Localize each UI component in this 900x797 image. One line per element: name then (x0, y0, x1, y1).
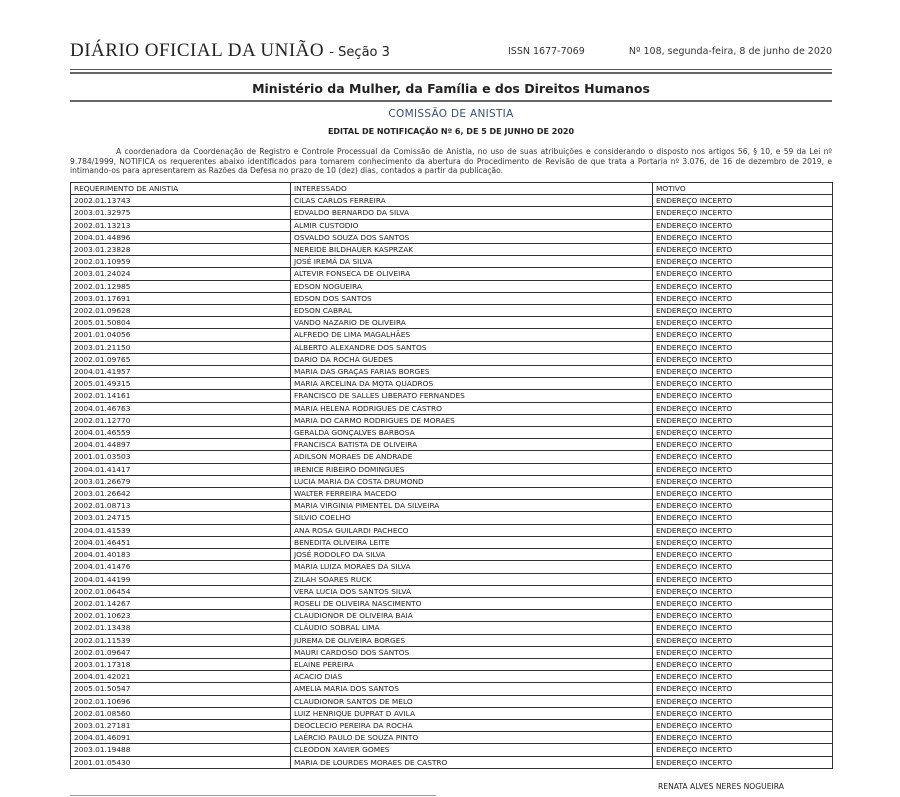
cell-requerimento: 2005.01.50547 (71, 683, 291, 695)
table-row (71, 597, 833, 609)
cell-requerimento: 2004.01.41476 (71, 561, 291, 573)
cell-requerimento: 2002.01.13438 (71, 622, 291, 634)
cell-interessado: JOSÉ RODOLFO DA SILVA (291, 549, 653, 561)
cell-motivo: ENDEREÇO INCERTO (653, 512, 833, 524)
cell-requerimento: 2003.01.32975 (71, 207, 291, 219)
publication-section: - Seção 3 (329, 45, 390, 60)
issn: ISSN 1677-7069 (508, 46, 585, 57)
table-row (71, 719, 833, 731)
table-row (71, 439, 833, 451)
table-row (71, 524, 833, 536)
cell-motivo: ENDEREÇO INCERTO (653, 561, 833, 573)
cell-requerimento: 2004.01.46091 (71, 732, 291, 744)
cell-interessado: CLÁUDIO SOBRAL LIMA (291, 622, 653, 634)
cell-motivo: ENDEREÇO INCERTO (653, 231, 833, 243)
cell-motivo: ENDEREÇO INCERTO (653, 256, 833, 268)
cell-interessado: SILVIO COELHO (291, 512, 653, 524)
column-header-requerimento: REQUERIMENTO DE ANISTIA (71, 183, 291, 195)
cell-motivo: ENDEREÇO INCERTO (653, 280, 833, 292)
cell-interessado: IRENICE RIBEIRO DOMINGUES (291, 463, 653, 475)
cell-motivo: ENDEREÇO INCERTO (653, 573, 833, 585)
table-row (71, 512, 833, 524)
table-row (71, 414, 833, 426)
cell-motivo: ENDEREÇO INCERTO (653, 488, 833, 500)
table-row (71, 427, 833, 439)
publication-name: DIÁRIO OFICIAL DA UNIÃO (70, 40, 325, 61)
cell-interessado: MARIA ARCELINA DA MOTA QUADROS (291, 378, 653, 390)
table-row (71, 244, 833, 256)
cell-requerimento: 2002.01.10959 (71, 256, 291, 268)
cell-motivo: ENDEREÇO INCERTO (653, 585, 833, 597)
cell-requerimento: 2002.01.10623 (71, 610, 291, 622)
cell-interessado: MARIA VIRGINIA PIMENTEL DA SILVEIRA (291, 500, 653, 512)
cell-interessado: FRANCISCA BATISTA DE OLIVEIRA (291, 439, 653, 451)
intro-paragraph: A coordenadora da Coordenação de Registro e Controle Processual da Comissão de Anistia, no uso de suas atribuições e considerando o disposto nos artigos 56, § 10, e 59 da Lei nº 9.784/1999, NOTIFICA os requerentes abaixo identificados para tomarem conhecimento da abertura do Procedimento de Revisão de que trata a Portaria nº 3.076, de 16 de dezembro de 2019, e intimando-os para apresentarem as Razões da Defesa no prazo de 10 (dez) dias, contados a partir da publicação. (70, 147, 832, 176)
cell-interessado: GERALDA GONÇALVES BARBOSA (291, 427, 653, 439)
cell-requerimento: 2004.01.44896 (71, 231, 291, 243)
commission-heading: COMISSÃO DE ANISTIA (388, 108, 514, 120)
cell-requerimento: 2002.01.11539 (71, 634, 291, 646)
cell-interessado: ACACIO DIAS (291, 671, 653, 683)
cell-requerimento: 2002.01.12770 (71, 414, 291, 426)
cell-requerimento: 2002.01.09765 (71, 353, 291, 365)
cell-requerimento: 2004.01.42021 (71, 671, 291, 683)
cell-requerimento: 2003.01.24024 (71, 268, 291, 280)
cell-requerimento: 2004.01.46763 (71, 402, 291, 414)
table-row (71, 353, 833, 365)
cell-interessado: LAÉRCIO PAULO DE SOUZA PINTO (291, 732, 653, 744)
ministry-rule (70, 100, 832, 102)
table-row (71, 268, 833, 280)
cell-motivo: ENDEREÇO INCERTO (653, 475, 833, 487)
table-row (71, 500, 833, 512)
table-row (71, 195, 833, 207)
cell-interessado: WALTER FERREIRA MACEDO (291, 488, 653, 500)
requerimentos-table (70, 182, 833, 769)
cell-interessado: DEOCLECIO PEREIRA DA ROCHA (291, 719, 653, 731)
cell-interessado: MARIA DE LOURDES MORAES DE CASTRO (291, 756, 653, 768)
cell-motivo: ENDEREÇO INCERTO (653, 305, 833, 317)
table-row (71, 329, 833, 341)
cell-motivo: ENDEREÇO INCERTO (653, 353, 833, 365)
cell-interessado: ALMIR CUSTODIO (291, 219, 653, 231)
footer-rule (70, 795, 436, 796)
cell-requerimento: 2005.01.49315 (71, 378, 291, 390)
cell-motivo: ENDEREÇO INCERTO (653, 671, 833, 683)
table-row (71, 732, 833, 744)
table-body (71, 195, 833, 769)
cell-requerimento: 2004.01.46451 (71, 536, 291, 548)
cell-interessado: ELAINE PEREIRA (291, 658, 653, 670)
cell-interessado: CILAS CARLOS FERREIRA (291, 195, 653, 207)
table-row (71, 378, 833, 390)
cell-motivo: ENDEREÇO INCERTO (653, 195, 833, 207)
cell-motivo: ENDEREÇO INCERTO (653, 219, 833, 231)
table-row (71, 280, 833, 292)
table-row (71, 707, 833, 719)
table-row (71, 341, 833, 353)
cell-interessado: VERA LUCIA DOS SANTOS SILVA (291, 585, 653, 597)
cell-motivo: ENDEREÇO INCERTO (653, 414, 833, 426)
cell-interessado: ALTEVIR FONSECA DE OLIVEIRA (291, 268, 653, 280)
cell-motivo: ENDEREÇO INCERTO (653, 390, 833, 402)
cell-motivo: ENDEREÇO INCERTO (653, 732, 833, 744)
cell-interessado: JOSÉ IREMÁ DA SILVA (291, 256, 653, 268)
cell-motivo: ENDEREÇO INCERTO (653, 634, 833, 646)
cell-requerimento: 2001.01.04056 (71, 329, 291, 341)
cell-interessado: EDSON CABRAL (291, 305, 653, 317)
table-row (71, 402, 833, 414)
edital-title: EDITAL DE NOTIFICAÇÃO Nº 6, DE 5 DE JUNHO DE 2020 (327, 127, 575, 136)
cell-interessado: EDSON DOS SANTOS (291, 292, 653, 304)
cell-interessado: BENEDITA OLIVEIRA LEITE (291, 536, 653, 548)
cell-motivo: ENDEREÇO INCERTO (653, 402, 833, 414)
cell-interessado: MARIA DAS GRAÇAS FARIAS BORGES (291, 366, 653, 378)
table-row (71, 536, 833, 548)
cell-motivo: ENDEREÇO INCERTO (653, 329, 833, 341)
cell-requerimento: 2004.01.44897 (71, 439, 291, 451)
cell-interessado: MARIA DO CARMO RODRIGUES DE MORAES (291, 414, 653, 426)
header-rule-top (70, 69, 832, 70)
cell-motivo: ENDEREÇO INCERTO (653, 646, 833, 658)
cell-requerimento: 2003.01.27181 (71, 719, 291, 731)
cell-requerimento: 2003.01.21150 (71, 341, 291, 353)
header-rule-bottom (70, 72, 832, 74)
cell-motivo: ENDEREÇO INCERTO (653, 610, 833, 622)
cell-interessado: AMELIA MARIA DOS SANTOS (291, 683, 653, 695)
cell-motivo: ENDEREÇO INCERTO (653, 683, 833, 695)
cell-motivo: ENDEREÇO INCERTO (653, 744, 833, 756)
cell-interessado: EDVALDO BERNARDO DA SILVA (291, 207, 653, 219)
cell-interessado: ROSELI DE OLIVEIRA NASCIMENTO (291, 597, 653, 609)
cell-interessado: FRANCISCO DE SALLES LIBERATO FERNANDES (291, 390, 653, 402)
cell-requerimento: 2002.01.14267 (71, 597, 291, 609)
cell-interessado: LUCIA MARIA DA COSTA DRUMOND (291, 475, 653, 487)
cell-motivo: ENDEREÇO INCERTO (653, 622, 833, 634)
cell-requerimento: 2002.01.13213 (71, 219, 291, 231)
publication-title (70, 40, 390, 62)
cell-motivo: ENDEREÇO INCERTO (653, 366, 833, 378)
cell-motivo: ENDEREÇO INCERTO (653, 463, 833, 475)
cell-motivo: ENDEREÇO INCERTO (653, 427, 833, 439)
table-row (71, 475, 833, 487)
cell-motivo: ENDEREÇO INCERTO (653, 451, 833, 463)
cell-interessado: ZILAH SOARES RUCK (291, 573, 653, 585)
table-row (71, 744, 833, 756)
cell-requerimento: 2002.01.13743 (71, 195, 291, 207)
cell-interessado: NEREIDE BILDHAUER KASPRZAK (291, 244, 653, 256)
table-row (71, 610, 833, 622)
cell-requerimento: 2002.01.14161 (71, 390, 291, 402)
masthead (70, 40, 832, 68)
cell-motivo: ENDEREÇO INCERTO (653, 292, 833, 304)
cell-motivo: ENDEREÇO INCERTO (653, 439, 833, 451)
cell-requerimento: 2003.01.24715 (71, 512, 291, 524)
cell-interessado: MAURI CARDOSO DOS SANTOS (291, 646, 653, 658)
cell-requerimento: 2003.01.19488 (71, 744, 291, 756)
table-row (71, 549, 833, 561)
cell-interessado: ALBERTO ALEXANDRE DOS SANTOS (291, 341, 653, 353)
cell-motivo: ENDEREÇO INCERTO (653, 597, 833, 609)
table-row (71, 219, 833, 231)
cell-motivo: ENDEREÇO INCERTO (653, 341, 833, 353)
table-row (71, 634, 833, 646)
table-row (71, 671, 833, 683)
cell-motivo: ENDEREÇO INCERTO (653, 317, 833, 329)
cell-requerimento: 2002.01.08560 (71, 707, 291, 719)
cell-motivo: ENDEREÇO INCERTO (653, 658, 833, 670)
cell-motivo: ENDEREÇO INCERTO (653, 549, 833, 561)
table-row (71, 695, 833, 707)
cell-motivo: ENDEREÇO INCERTO (653, 719, 833, 731)
cell-motivo: ENDEREÇO INCERTO (653, 524, 833, 536)
table-row (71, 292, 833, 304)
cell-interessado: CLAUDIONOR DE OLIVEIRA BAIA (291, 610, 653, 622)
cell-interessado: LUIZ HENRIQUE DUPRAT D AVILA (291, 707, 653, 719)
cell-requerimento: 2003.01.17691 (71, 292, 291, 304)
cell-requerimento: 2004.01.44199 (71, 573, 291, 585)
cell-motivo: ENDEREÇO INCERTO (653, 500, 833, 512)
table-row (71, 756, 833, 768)
cell-requerimento: 2002.01.10696 (71, 695, 291, 707)
cell-interessado: MARIA HELENA RODRIGUES DE CASTRO (291, 402, 653, 414)
cell-interessado: VANDO NAZARIO DE OLIVEIRA (291, 317, 653, 329)
cell-interessado: JUREMA DE OLIVEIRA BORGES (291, 634, 653, 646)
table-row (71, 256, 833, 268)
table-row (71, 463, 833, 475)
table-row (71, 658, 833, 670)
cell-interessado: MARIA LUIZA MORAES DA SILVA (291, 561, 653, 573)
cell-motivo: ENDEREÇO INCERTO (653, 378, 833, 390)
cell-requerimento: 2003.01.23828 (71, 244, 291, 256)
cell-interessado: OSVALDO SOUZA DOS SANTOS (291, 231, 653, 243)
cell-motivo: ENDEREÇO INCERTO (653, 244, 833, 256)
signatory-name: RENATA ALVES NERES NOGUEIRA (658, 782, 784, 791)
table-row (71, 561, 833, 573)
cell-motivo: ENDEREÇO INCERTO (653, 756, 833, 768)
ministry-heading: Ministério da Mulher, da Família e dos Direitos Humanos (252, 81, 650, 96)
cell-interessado: ADILSON MORAES DE ANDRADE (291, 451, 653, 463)
cell-requerimento: 2005.01.50804 (71, 317, 291, 329)
cell-interessado: CLEODON XAVIER GOMES (291, 744, 653, 756)
cell-requerimento: 2003.01.26642 (71, 488, 291, 500)
cell-requerimento: 2001.01.03503 (71, 451, 291, 463)
issue-date: Nº 108, segunda-feira, 8 de junho de 2020 (628, 46, 832, 57)
table-row (71, 207, 833, 219)
cell-requerimento: 2003.01.26679 (71, 475, 291, 487)
cell-motivo: ENDEREÇO INCERTO (653, 268, 833, 280)
cell-requerimento: 2004.01.41539 (71, 524, 291, 536)
cell-requerimento: 2002.01.09628 (71, 305, 291, 317)
cell-requerimento: 2002.01.09647 (71, 646, 291, 658)
table-row (71, 317, 833, 329)
cell-motivo: ENDEREÇO INCERTO (653, 707, 833, 719)
cell-requerimento: 2004.01.41417 (71, 463, 291, 475)
cell-requerimento: 2002.01.08713 (71, 500, 291, 512)
cell-interessado: EDSON NOGUEIRA (291, 280, 653, 292)
cell-interessado: DARIO DA ROCHA GUEDES (291, 353, 653, 365)
cell-requerimento: 2004.01.41957 (71, 366, 291, 378)
table-row (71, 305, 833, 317)
table-row (71, 488, 833, 500)
column-header-interessado: INTERESSADO (291, 183, 653, 195)
table-row (71, 646, 833, 658)
cell-motivo: ENDEREÇO INCERTO (653, 207, 833, 219)
table-row (71, 390, 833, 402)
cell-requerimento: 2003.01.17318 (71, 658, 291, 670)
column-header-motivo: MOTIVO (653, 183, 833, 195)
cell-requerimento: 2004.01.40183 (71, 549, 291, 561)
cell-requerimento: 2004.01.46559 (71, 427, 291, 439)
table-row (71, 366, 833, 378)
table-row (71, 573, 833, 585)
cell-requerimento: 2002.01.12985 (71, 280, 291, 292)
cell-requerimento: 2001.01.05430 (71, 756, 291, 768)
table-row (71, 231, 833, 243)
cell-interessado: ALFREDO DE LIMA MAGALHÃES (291, 329, 653, 341)
cell-motivo: ENDEREÇO INCERTO (653, 695, 833, 707)
table-row (71, 585, 833, 597)
cell-interessado: ANA ROSA GUILARDI PACHECO (291, 524, 653, 536)
table-row (71, 622, 833, 634)
cell-requerimento: 2002.01.06454 (71, 585, 291, 597)
cell-motivo: ENDEREÇO INCERTO (653, 536, 833, 548)
table-header-row (71, 183, 833, 195)
table-row (71, 451, 833, 463)
cell-interessado: CLAUDIONOR SANTOS DE MELO (291, 695, 653, 707)
table-row (71, 683, 833, 695)
